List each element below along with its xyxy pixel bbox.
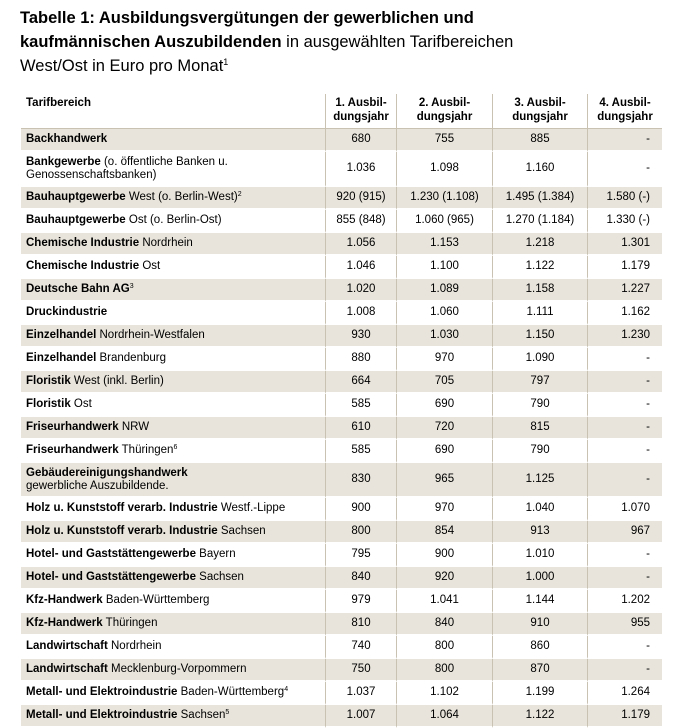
row-name: Backhandwerk bbox=[26, 133, 108, 145]
row-detail: Baden-Württemberg bbox=[102, 594, 210, 606]
cell-tarifbereich bbox=[21, 417, 325, 440]
table-row bbox=[21, 498, 662, 521]
table-row bbox=[21, 371, 662, 394]
row-detail: Thüringen bbox=[102, 617, 158, 629]
cell-year-3: 1.270 (1.184) bbox=[492, 210, 587, 233]
data-table bbox=[21, 94, 662, 728]
cell-tarifbereich bbox=[21, 187, 325, 210]
row-detail: Mecklenburg-Vorpommern bbox=[107, 663, 247, 675]
cell-year-1: 810 bbox=[325, 613, 396, 636]
row-detail: (o. öffentliche Banken u. bbox=[100, 155, 228, 168]
cell-year-1: 900 bbox=[325, 498, 396, 521]
cell-year-1: 855 (848) bbox=[325, 210, 396, 233]
cell-year-1: 1.056 bbox=[325, 233, 396, 256]
cell-year-2: 1.089 bbox=[396, 279, 492, 302]
title-bold-line1: Tabelle 1: Ausbildungsvergütungen der gewerblichen und bbox=[20, 9, 474, 27]
table-row bbox=[21, 659, 662, 682]
cell-year-3: 815 bbox=[492, 417, 587, 440]
row-detail: Nordrhein bbox=[107, 640, 162, 652]
cell-year-1: 664 bbox=[325, 371, 396, 394]
cell-tarifbereich bbox=[21, 613, 325, 636]
cell-year-3: 860 bbox=[492, 636, 587, 659]
row-name: Friseurhandwerk bbox=[26, 444, 119, 456]
cell-year-4: - bbox=[587, 152, 662, 187]
cell-year-2: 705 bbox=[396, 371, 492, 394]
cell-year-4: 1.162 bbox=[587, 302, 662, 325]
cell-year-3: 885 bbox=[492, 129, 587, 152]
cell-tarifbereich bbox=[21, 544, 325, 567]
cell-year-4: 1.580 (-) bbox=[587, 187, 662, 210]
cell-tarifbereich bbox=[21, 152, 325, 187]
cell-year-1: 840 bbox=[325, 567, 396, 590]
row-detail: Bayern bbox=[195, 548, 236, 560]
table-row bbox=[21, 544, 662, 567]
cell-year-3: 1.040 bbox=[492, 498, 587, 521]
row-name: Chemische Industrie bbox=[26, 260, 140, 272]
cell-year-1: 930 bbox=[325, 325, 396, 348]
cell-year-4: 1.230 bbox=[587, 325, 662, 348]
cell-year-1: 585 bbox=[325, 440, 396, 463]
row-name: Kfz-Handwerk bbox=[26, 594, 103, 606]
row-footnote: 5 bbox=[225, 709, 230, 716]
cell-year-3: 1.199 bbox=[492, 682, 587, 705]
cell-year-4: 1.179 bbox=[587, 705, 662, 728]
cell-year-4: - bbox=[587, 544, 662, 567]
title-bold-line2: kaufmännischen Auszubildenden bbox=[20, 33, 282, 51]
table-row bbox=[21, 590, 662, 613]
cell-year-4: - bbox=[587, 567, 662, 590]
cell-tarifbereich bbox=[21, 210, 325, 233]
cell-year-1: 740 bbox=[325, 636, 396, 659]
cell-tarifbereich bbox=[21, 129, 325, 152]
cell-year-3: 1.218 bbox=[492, 233, 587, 256]
cell-year-2: 970 bbox=[396, 498, 492, 521]
row-name: Holz u. Kunststoff verarb. Industrie bbox=[26, 525, 218, 537]
cell-year-2: 1.060 (965) bbox=[396, 210, 492, 233]
cell-year-1: 1.036 bbox=[325, 152, 396, 187]
cell-year-4: 955 bbox=[587, 613, 662, 636]
cell-year-4: - bbox=[587, 371, 662, 394]
cell-tarifbereich bbox=[21, 279, 325, 302]
cell-year-2: 690 bbox=[396, 440, 492, 463]
cell-year-2: 840 bbox=[396, 613, 492, 636]
row-name: Gebäudereinigungshandwerk bbox=[26, 466, 188, 479]
cell-year-4: - bbox=[587, 129, 662, 152]
table-row bbox=[21, 440, 662, 463]
row-name: Metall- und Elektroindustrie bbox=[26, 709, 178, 721]
cell-year-2: 1.100 bbox=[396, 256, 492, 279]
row-name: Einzelhandel bbox=[26, 329, 97, 341]
table-row bbox=[21, 210, 662, 233]
row-name: Friseurhandwerk bbox=[26, 421, 119, 433]
row-footnote: 4 bbox=[284, 686, 289, 693]
cell-year-3: 1.125 bbox=[492, 463, 587, 498]
cell-year-1: 1.007 bbox=[325, 705, 396, 728]
cell-year-3: 870 bbox=[492, 659, 587, 682]
cell-year-3: 790 bbox=[492, 440, 587, 463]
cell-year-3: 913 bbox=[492, 521, 587, 544]
cell-tarifbereich bbox=[21, 256, 325, 279]
cell-year-3: 1.000 bbox=[492, 567, 587, 590]
cell-year-1: 920 (915) bbox=[325, 187, 396, 210]
cell-year-4: 967 bbox=[587, 521, 662, 544]
cell-tarifbereich bbox=[21, 325, 325, 348]
cell-tarifbereich bbox=[21, 659, 325, 682]
table-row bbox=[21, 187, 662, 210]
row-detail: Nordrhein-Westfalen bbox=[96, 329, 205, 341]
cell-year-3: 1.158 bbox=[492, 279, 587, 302]
table-row bbox=[21, 256, 662, 279]
cell-year-2: 1.098 bbox=[396, 152, 492, 187]
row-detail: Brandenburg bbox=[96, 352, 166, 364]
row-footnote: 2 bbox=[237, 191, 242, 198]
cell-year-1: 610 bbox=[325, 417, 396, 440]
row-name: Landwirtschaft bbox=[26, 640, 108, 652]
row-name: Floristik bbox=[26, 375, 71, 387]
cell-tarifbereich bbox=[21, 233, 325, 256]
cell-year-2: 755 bbox=[396, 129, 492, 152]
cell-year-4: - bbox=[587, 440, 662, 463]
row-detail: Ost (o. Berlin-Ost) bbox=[125, 214, 222, 226]
table-row bbox=[21, 129, 662, 152]
cell-tarifbereich bbox=[21, 463, 325, 498]
table-row bbox=[21, 521, 662, 544]
header-year-4: 4. Ausbil- dungsjahr bbox=[587, 94, 662, 129]
cell-year-4: 1.330 (-) bbox=[587, 210, 662, 233]
row-detail: Ost bbox=[139, 260, 161, 272]
cell-year-2: 965 bbox=[396, 463, 492, 498]
row-name: Landwirtschaft bbox=[26, 663, 108, 675]
table-row bbox=[21, 567, 662, 590]
cell-year-2: 1.230 (1.108) bbox=[396, 187, 492, 210]
row-name: Bauhauptgewerbe bbox=[26, 214, 126, 226]
title-normal-line2: in ausgewählten Tarifbereichen bbox=[281, 33, 514, 51]
cell-year-3: 1.122 bbox=[492, 705, 587, 728]
row-name: Chemische Industrie bbox=[26, 237, 140, 249]
cell-year-2: 1.060 bbox=[396, 302, 492, 325]
table-row bbox=[21, 394, 662, 417]
row-detail: West (o. Berlin-West) bbox=[125, 191, 238, 203]
cell-year-2: 1.102 bbox=[396, 682, 492, 705]
cell-year-2: 900 bbox=[396, 544, 492, 567]
cell-year-1: 585 bbox=[325, 394, 396, 417]
table-row bbox=[21, 613, 662, 636]
cell-year-4: 1.070 bbox=[587, 498, 662, 521]
header-year-2: 2. Ausbil- dungsjahr bbox=[396, 94, 492, 129]
row-detail: West (inkl. Berlin) bbox=[70, 375, 164, 387]
header-year-3: 3. Ausbil- dungsjahr bbox=[492, 94, 587, 129]
row-name: Metall- und Elektroindustrie bbox=[26, 686, 178, 698]
cell-year-1: 1.037 bbox=[325, 682, 396, 705]
cell-year-3: 797 bbox=[492, 371, 587, 394]
table-row bbox=[21, 417, 662, 440]
cell-year-3: 910 bbox=[492, 613, 587, 636]
cell-year-2: 1.153 bbox=[396, 233, 492, 256]
row-name: Hotel- und Gaststättengewerbe bbox=[26, 548, 196, 560]
cell-year-2: 1.030 bbox=[396, 325, 492, 348]
cell-year-4: - bbox=[587, 636, 662, 659]
row-footnote: 3 bbox=[129, 283, 134, 290]
cell-year-3: 1.144 bbox=[492, 590, 587, 613]
row-detail: NRW bbox=[118, 421, 150, 433]
table-row bbox=[21, 348, 662, 371]
cell-year-4: - bbox=[587, 659, 662, 682]
header-year-1: 1. Ausbil- dungsjahr bbox=[325, 94, 396, 129]
table-row bbox=[21, 463, 662, 498]
cell-tarifbereich bbox=[21, 371, 325, 394]
table-row bbox=[21, 152, 662, 187]
cell-year-1: 1.020 bbox=[325, 279, 396, 302]
cell-tarifbereich bbox=[21, 567, 325, 590]
cell-tarifbereich bbox=[21, 521, 325, 544]
cell-year-4: 1.227 bbox=[587, 279, 662, 302]
cell-year-3: 1.150 bbox=[492, 325, 587, 348]
table-row bbox=[21, 682, 662, 705]
header-row bbox=[21, 94, 662, 129]
cell-year-2: 800 bbox=[396, 659, 492, 682]
cell-year-2: 720 bbox=[396, 417, 492, 440]
cell-year-1: 1.008 bbox=[325, 302, 396, 325]
cell-year-3: 1.122 bbox=[492, 256, 587, 279]
row-detail: Westf.-Lippe bbox=[217, 502, 286, 514]
cell-year-3: 1.090 bbox=[492, 348, 587, 371]
cell-tarifbereich bbox=[21, 348, 325, 371]
cell-tarifbereich bbox=[21, 302, 325, 325]
cell-tarifbereich bbox=[21, 590, 325, 613]
cell-year-1: 979 bbox=[325, 590, 396, 613]
cell-tarifbereich bbox=[21, 498, 325, 521]
row-name: Floristik bbox=[26, 398, 71, 410]
cell-year-3: 1.111 bbox=[492, 302, 587, 325]
cell-year-1: 1.046 bbox=[325, 256, 396, 279]
cell-year-4: 1.179 bbox=[587, 256, 662, 279]
row-name: Bankgewerbe bbox=[26, 155, 101, 168]
cell-year-1: 795 bbox=[325, 544, 396, 567]
row-name: Einzelhandel bbox=[26, 352, 97, 364]
cell-year-1: 680 bbox=[325, 129, 396, 152]
title-footnote: 1 bbox=[223, 57, 229, 67]
row-detail: Baden-Württemberg bbox=[177, 686, 285, 698]
row-detail-line2: Genossenschaftsbanken) bbox=[26, 168, 157, 181]
cell-year-1: 750 bbox=[325, 659, 396, 682]
table-row bbox=[21, 636, 662, 659]
cell-year-4: - bbox=[587, 463, 662, 498]
cell-year-2: 690 bbox=[396, 394, 492, 417]
row-detail: Sachsen bbox=[217, 525, 266, 537]
row-name: Kfz-Handwerk bbox=[26, 617, 103, 629]
cell-tarifbereich bbox=[21, 705, 325, 728]
cell-year-2: 854 bbox=[396, 521, 492, 544]
cell-year-2: 800 bbox=[396, 636, 492, 659]
cell-year-1: 880 bbox=[325, 348, 396, 371]
cell-year-2: 970 bbox=[396, 348, 492, 371]
table-row bbox=[21, 302, 662, 325]
row-name: Druckindustrie bbox=[26, 306, 108, 318]
cell-year-4: 1.264 bbox=[587, 682, 662, 705]
table-row bbox=[21, 279, 662, 302]
cell-tarifbereich bbox=[21, 636, 325, 659]
row-detail: Sachsen bbox=[195, 571, 244, 583]
row-detail-line2: gewerbliche Auszubildende. bbox=[26, 479, 169, 492]
cell-year-2: 1.041 bbox=[396, 590, 492, 613]
row-name: Holz u. Kunststoff verarb. Industrie bbox=[26, 502, 218, 514]
row-detail: Nordrhein bbox=[139, 237, 193, 249]
row-footnote: 6 bbox=[173, 444, 178, 451]
row-detail: Ost bbox=[70, 398, 92, 410]
cell-year-1: 830 bbox=[325, 463, 396, 498]
table-title bbox=[20, 6, 660, 78]
cell-tarifbereich bbox=[21, 440, 325, 463]
row-name: Hotel- und Gaststättengewerbe bbox=[26, 571, 196, 583]
table-row bbox=[21, 233, 662, 256]
row-name: Bauhauptgewerbe bbox=[26, 191, 126, 203]
row-name: Deutsche Bahn AG bbox=[26, 283, 130, 295]
cell-year-2: 1.064 bbox=[396, 705, 492, 728]
cell-year-3: 1.495 (1.384) bbox=[492, 187, 587, 210]
cell-year-4: 1.301 bbox=[587, 233, 662, 256]
header-tarifbereich: Tarifbereich bbox=[21, 94, 325, 129]
cell-tarifbereich bbox=[21, 682, 325, 705]
cell-year-4: - bbox=[587, 417, 662, 440]
cell-year-4: 1.202 bbox=[587, 590, 662, 613]
cell-year-4: - bbox=[587, 348, 662, 371]
cell-year-3: 1.160 bbox=[492, 152, 587, 187]
table-row bbox=[21, 705, 662, 728]
cell-year-3: 790 bbox=[492, 394, 587, 417]
row-detail: Sachsen bbox=[177, 709, 226, 721]
row-detail: Thüringen bbox=[118, 444, 174, 456]
cell-tarifbereich bbox=[21, 394, 325, 417]
cell-year-4: - bbox=[587, 394, 662, 417]
cell-year-1: 800 bbox=[325, 521, 396, 544]
table-row bbox=[21, 325, 662, 348]
cell-year-2: 920 bbox=[396, 567, 492, 590]
title-line3: West/Ost in Euro pro Monat bbox=[20, 57, 224, 75]
cell-year-3: 1.010 bbox=[492, 544, 587, 567]
